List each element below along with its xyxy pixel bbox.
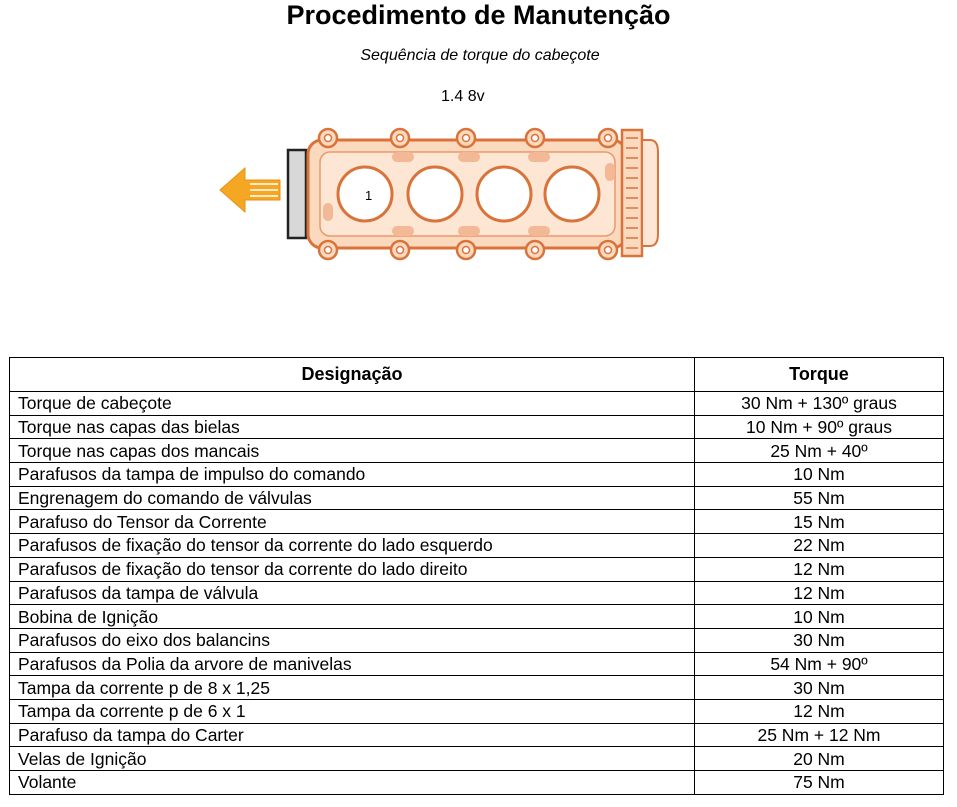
torque-cell: 12 Nm [695, 699, 944, 723]
designation-cell: Engrenagem do comando de válvulas [10, 486, 695, 510]
designation-cell: Tampa da corrente p de 6 x 1 [10, 699, 695, 723]
torque-cell: 30 Nm [695, 628, 944, 652]
table-row [10, 415, 944, 439]
torque-cell: 10 Nm [695, 463, 944, 487]
designation-cell: Parafusos de fixação do tensor da corrente do lado direito [10, 557, 695, 581]
end-plate [288, 150, 306, 238]
torque-cell: 22 Nm [695, 534, 944, 558]
designation-cell: Torque nas capas dos mancais [10, 439, 695, 463]
designation-cell: Parafusos de fixação do tensor da corrente do lado esquerdo [10, 534, 695, 558]
designation-cell: Parafusos da tampa de impulso do comando [10, 463, 695, 487]
table-header-row [10, 358, 944, 392]
designation-cell: Parafuso da tampa do Carter [10, 723, 695, 747]
torque-cell: 30 Nm [695, 676, 944, 700]
table-row [10, 439, 944, 463]
designation-cell: Tampa da corrente p de 8 x 1,25 [10, 676, 695, 700]
table-row [10, 557, 944, 581]
designation-cell: Torque de cabeçote [10, 392, 695, 416]
page-subtitle: Sequência de torque do cabeçote [360, 47, 600, 64]
header-torque: Torque [695, 358, 944, 392]
gear-icon [622, 130, 658, 256]
table-row [10, 486, 944, 510]
table-row [10, 699, 944, 723]
torque-cell: 10 Nm + 90º graus [695, 415, 944, 439]
cylinder-head-diagram [210, 118, 670, 268]
table-row [10, 605, 944, 629]
designation-cell: Parafusos do eixo dos balancins [10, 628, 695, 652]
designation-cell: Bobina de Ignição [10, 605, 695, 629]
engine-label: 1.4 8v [441, 88, 485, 105]
cylinder-4 [545, 167, 599, 221]
torque-cell: 12 Nm [695, 581, 944, 605]
table-row [10, 652, 944, 676]
torque-cell: 15 Nm [695, 510, 944, 534]
direction-arrow-icon [220, 168, 280, 212]
table-row [10, 581, 944, 605]
designation-cell: Torque nas capas das bielas [10, 415, 695, 439]
table-row [10, 723, 944, 747]
cylinder-1-label: 1 [365, 188, 373, 203]
torque-cell: 55 Nm [695, 486, 944, 510]
table-row [10, 676, 944, 700]
cylinder-2 [408, 167, 462, 221]
table-row [10, 771, 944, 795]
torque-cell: 54 Nm + 90º [695, 652, 944, 676]
designation-cell: Parafusos da Polia da arvore de manivelas [10, 652, 695, 676]
designation-cell: Volante [10, 771, 695, 795]
torque-cell: 25 Nm + 12 Nm [695, 723, 944, 747]
designation-cell: Parafusos da tampa de válvula [10, 581, 695, 605]
torque-cell: 75 Nm [695, 771, 944, 795]
torque-cell: 10 Nm [695, 605, 944, 629]
page-title: Procedimento de Manutenção [286, 0, 671, 30]
torque-cell: 20 Nm [695, 747, 944, 771]
designation-cell: Parafuso do Tensor da Corrente [10, 510, 695, 534]
table-row [10, 628, 944, 652]
torque-table [9, 357, 944, 795]
table-row [10, 534, 944, 558]
torque-cell: 25 Nm + 40º [695, 439, 944, 463]
torque-cell: 12 Nm [695, 557, 944, 581]
torque-cell: 30 Nm + 130º graus [695, 392, 944, 416]
header-designation: Designação [10, 358, 695, 392]
table-row [10, 463, 944, 487]
table-row [10, 392, 944, 416]
designation-cell: Velas de Ignição [10, 747, 695, 771]
table-row [10, 510, 944, 534]
cylinder-3 [477, 167, 531, 221]
table-row [10, 747, 944, 771]
